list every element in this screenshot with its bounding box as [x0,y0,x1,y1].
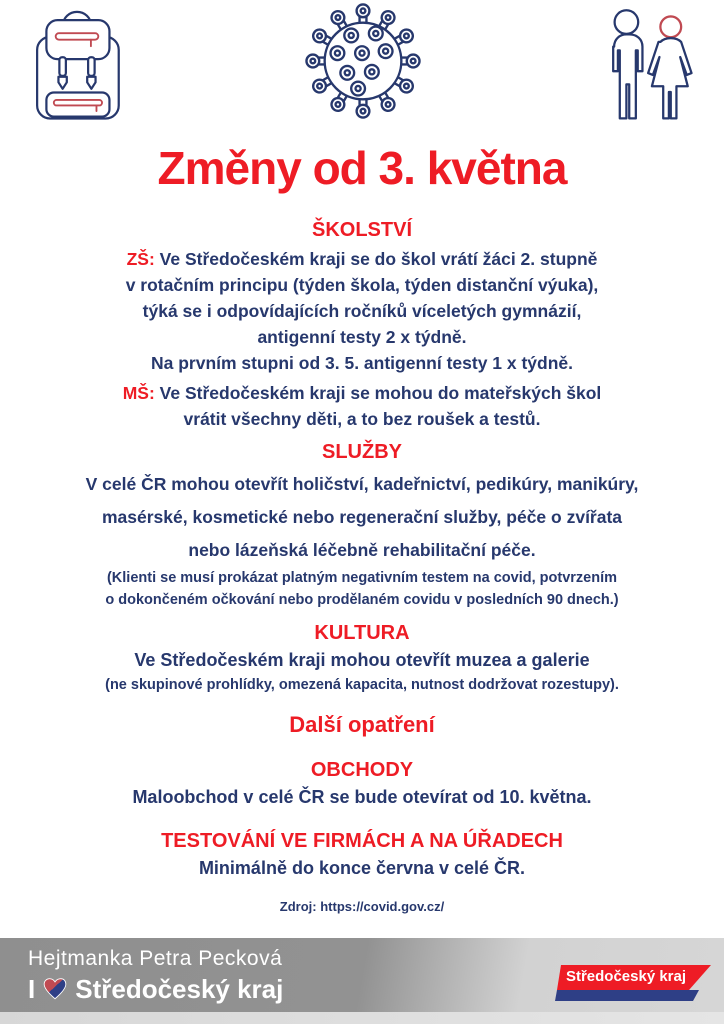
zs-label: ZŠ: [126,249,155,269]
text-line [12,246,712,272]
note-line: (Klienti se musí prokázat platným negativním testem na covid, potvrzením [106,570,618,586]
text-line: V celé ČR mohou otevřít holičství, kadeřnictví, pedikúry, manikúry, [85,474,639,494]
section-heading-dalsi-opatreni: Další opatření [289,712,435,737]
paragraph-ms [12,380,712,432]
source-text: Zdroj: https://covid.gov.cz/ [279,899,445,914]
section-heading-sluzby: SLUŽBY [322,441,402,463]
text-line: masérské, kosmetické nebo regenerační služby, péče o zvířata [101,507,623,527]
ms-line1: Ve Středočeském kraji se mohou do mateřských škol [159,383,602,403]
footer-slogan-prefix: I [28,974,36,1004]
virus-icon [302,2,424,120]
text-line [12,380,712,406]
testovani-line: Minimálně do konce června v celé ČR. [198,858,526,878]
header-icon-row [0,0,724,126]
footer-bottom-strip [0,1012,724,1024]
backpack-icon [26,8,128,126]
paragraph-zs [12,246,712,376]
text-line: vrátit všechny děti, a to bez roušek a testů. [183,409,541,429]
ms-label: MŠ: [122,383,155,403]
zs-line1: Ve Středočeském kraji se do škol vrátí žáci 2. stupně [159,249,598,269]
region-logo-ribbon [552,964,712,1004]
kultura-note: (ne skupinové prohlídky, omezená kapacita, nutnost dodržovat rozestupy). [105,677,619,693]
section-heading-testovani: TESTOVÁNÍ VE FIRMÁCH A NA ÚŘADECH [161,830,563,852]
ribbon-label: Středočeský kraj [565,968,687,985]
obchody-line: Maloobchod v celé ČR se bude otevírat od 10. května. [132,787,592,807]
poster-content [12,218,712,916]
footer-slogan-text: Středočeský kraj [75,974,284,1004]
text-line: v rotačním principu (týden škola, týden distanční výuka), [125,275,599,295]
note-line: o dokončeném očkování nebo prodělaném covidu v posledních 90 dnech.) [105,592,619,608]
kultura-line: Ve Středočeském kraji mohou otevřít muzea a galerie [134,650,590,670]
page-title: Změny od 3. května [157,142,567,194]
paragraph-sluzby [12,468,712,611]
footer-name: Hejtmanka Petra Pecková [28,947,283,970]
text-line: týká se i odpovídajících ročníků víceletých gymnázií, [142,301,582,321]
text-line: antigenní testy 2 x týdně. [257,327,467,347]
footer-slogan [28,973,283,1005]
heart-icon [42,976,68,1002]
footer-bar [0,938,724,1012]
text-line: Na prvním stupni od 3. 5. antigenní testy 1 x týdně. [150,353,574,373]
section-heading-obchody: OBCHODY [310,759,414,781]
footer-branding [28,945,283,1005]
section-heading-skolstvi: ŠKOLSTVÍ [311,219,412,241]
couple-icon [598,7,702,125]
section-heading-kultura: KULTURA [314,622,410,644]
text-line: nebo lázeňská léčebně rehabilitační péče. [188,540,536,560]
